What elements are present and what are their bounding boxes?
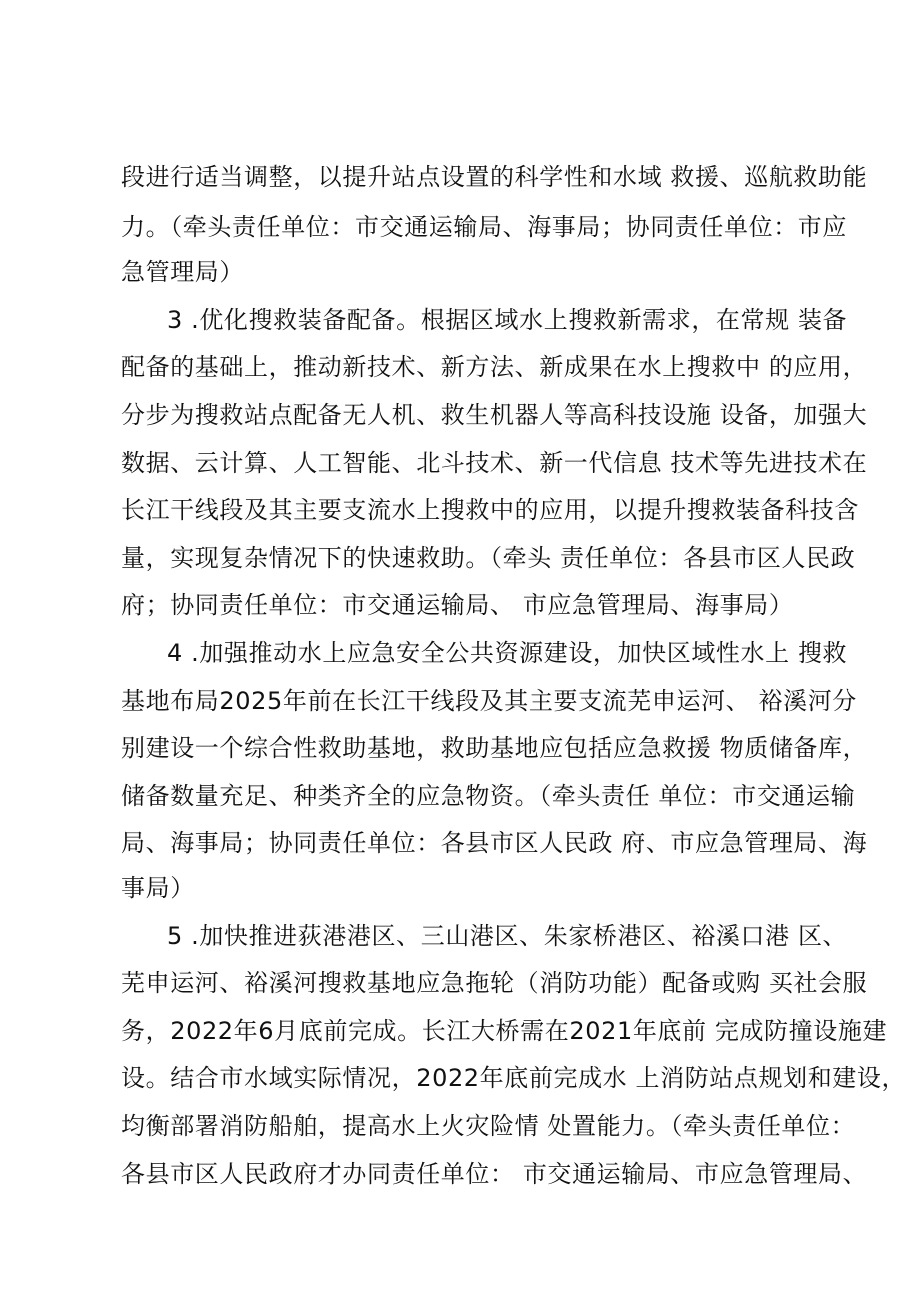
text-line: 各县市区人民政府才办同责任单位： 市交通运输局、市应急管理局、 xyxy=(121,1160,868,1188)
text-line: 力。（牵头责任单位：市交通运输局、海事局；协同责任单位：市应 xyxy=(121,213,847,241)
paragraph-start-line: 3 .优化搜救装备配备。根据区域水上搜救新需求，在常规 装备 xyxy=(167,306,848,334)
text-line: 均衡部署消防船舶，提高水上火灾险情 处置能力。（牵头责任单位： xyxy=(121,1112,856,1140)
text-line: 分步为搜救站点配备无人机、救生机器人等高科技设施 设备，加强大 xyxy=(121,401,868,429)
text-line: 数据、云计算、人工智能、北斗技术、新一代信息 技术等先进技术在 xyxy=(121,449,868,477)
text-line: 量，实现复杂情况下的快速救助。（牵头 责任单位：各县市区人民政 xyxy=(121,544,856,572)
text-line: 急管理局） xyxy=(121,258,244,286)
text-line: 基地布局2025年前在长江干线段及其主要支流芜申运河、 裕溪河分 xyxy=(121,687,857,715)
paragraph-start-line: 4 .加强推动水上应急安全公共资源建设，加快区域性水上 搜救 xyxy=(167,639,848,667)
text-line: 事局） xyxy=(121,874,195,902)
text-line: 设。结合市水域实际情况，2022年底前完成水 上消防站点规划和建设， xyxy=(121,1064,907,1092)
text-line: 长江干线段及其主要支流水上搜救中的应用，以提升搜救装备科技含 xyxy=(121,496,859,524)
text-line: 段进行适当调整，以提升站点设置的科学性和水域 救援、巡航救助能 xyxy=(121,163,868,191)
text-line: 芜申运河、裕溪河搜救基地应急拖轮（消防功能）配备或购 买社会服 xyxy=(121,969,868,997)
text-line: 配备的基础上，推动新技术、新方法、新成果在水上搜救中 的应用， xyxy=(121,353,868,381)
text-line: 府；协同责任单位：市交通运输局、 市应急管理局、海事局） xyxy=(121,591,794,619)
text-line: 别建设一个综合性救助基地，救助基地应包括应急救援 物质储备库， xyxy=(121,734,868,762)
paragraph-start-line: 5 .加快推进荻港港区、三山港区、朱家桥港区、裕溪口港 区、 xyxy=(167,922,848,950)
text-line: 局、海事局；协同责任单位：各县市区人民政 府、市应急管理局、海 xyxy=(121,829,868,857)
text-line: 务，2022年6月底前完成。长江大桥需在2021年底前 完成防撞设施建 xyxy=(121,1017,888,1045)
text-line: 储备数量充足、种类齐全的应急物资。（牵头责任 单位：市交通运输 xyxy=(121,782,856,810)
